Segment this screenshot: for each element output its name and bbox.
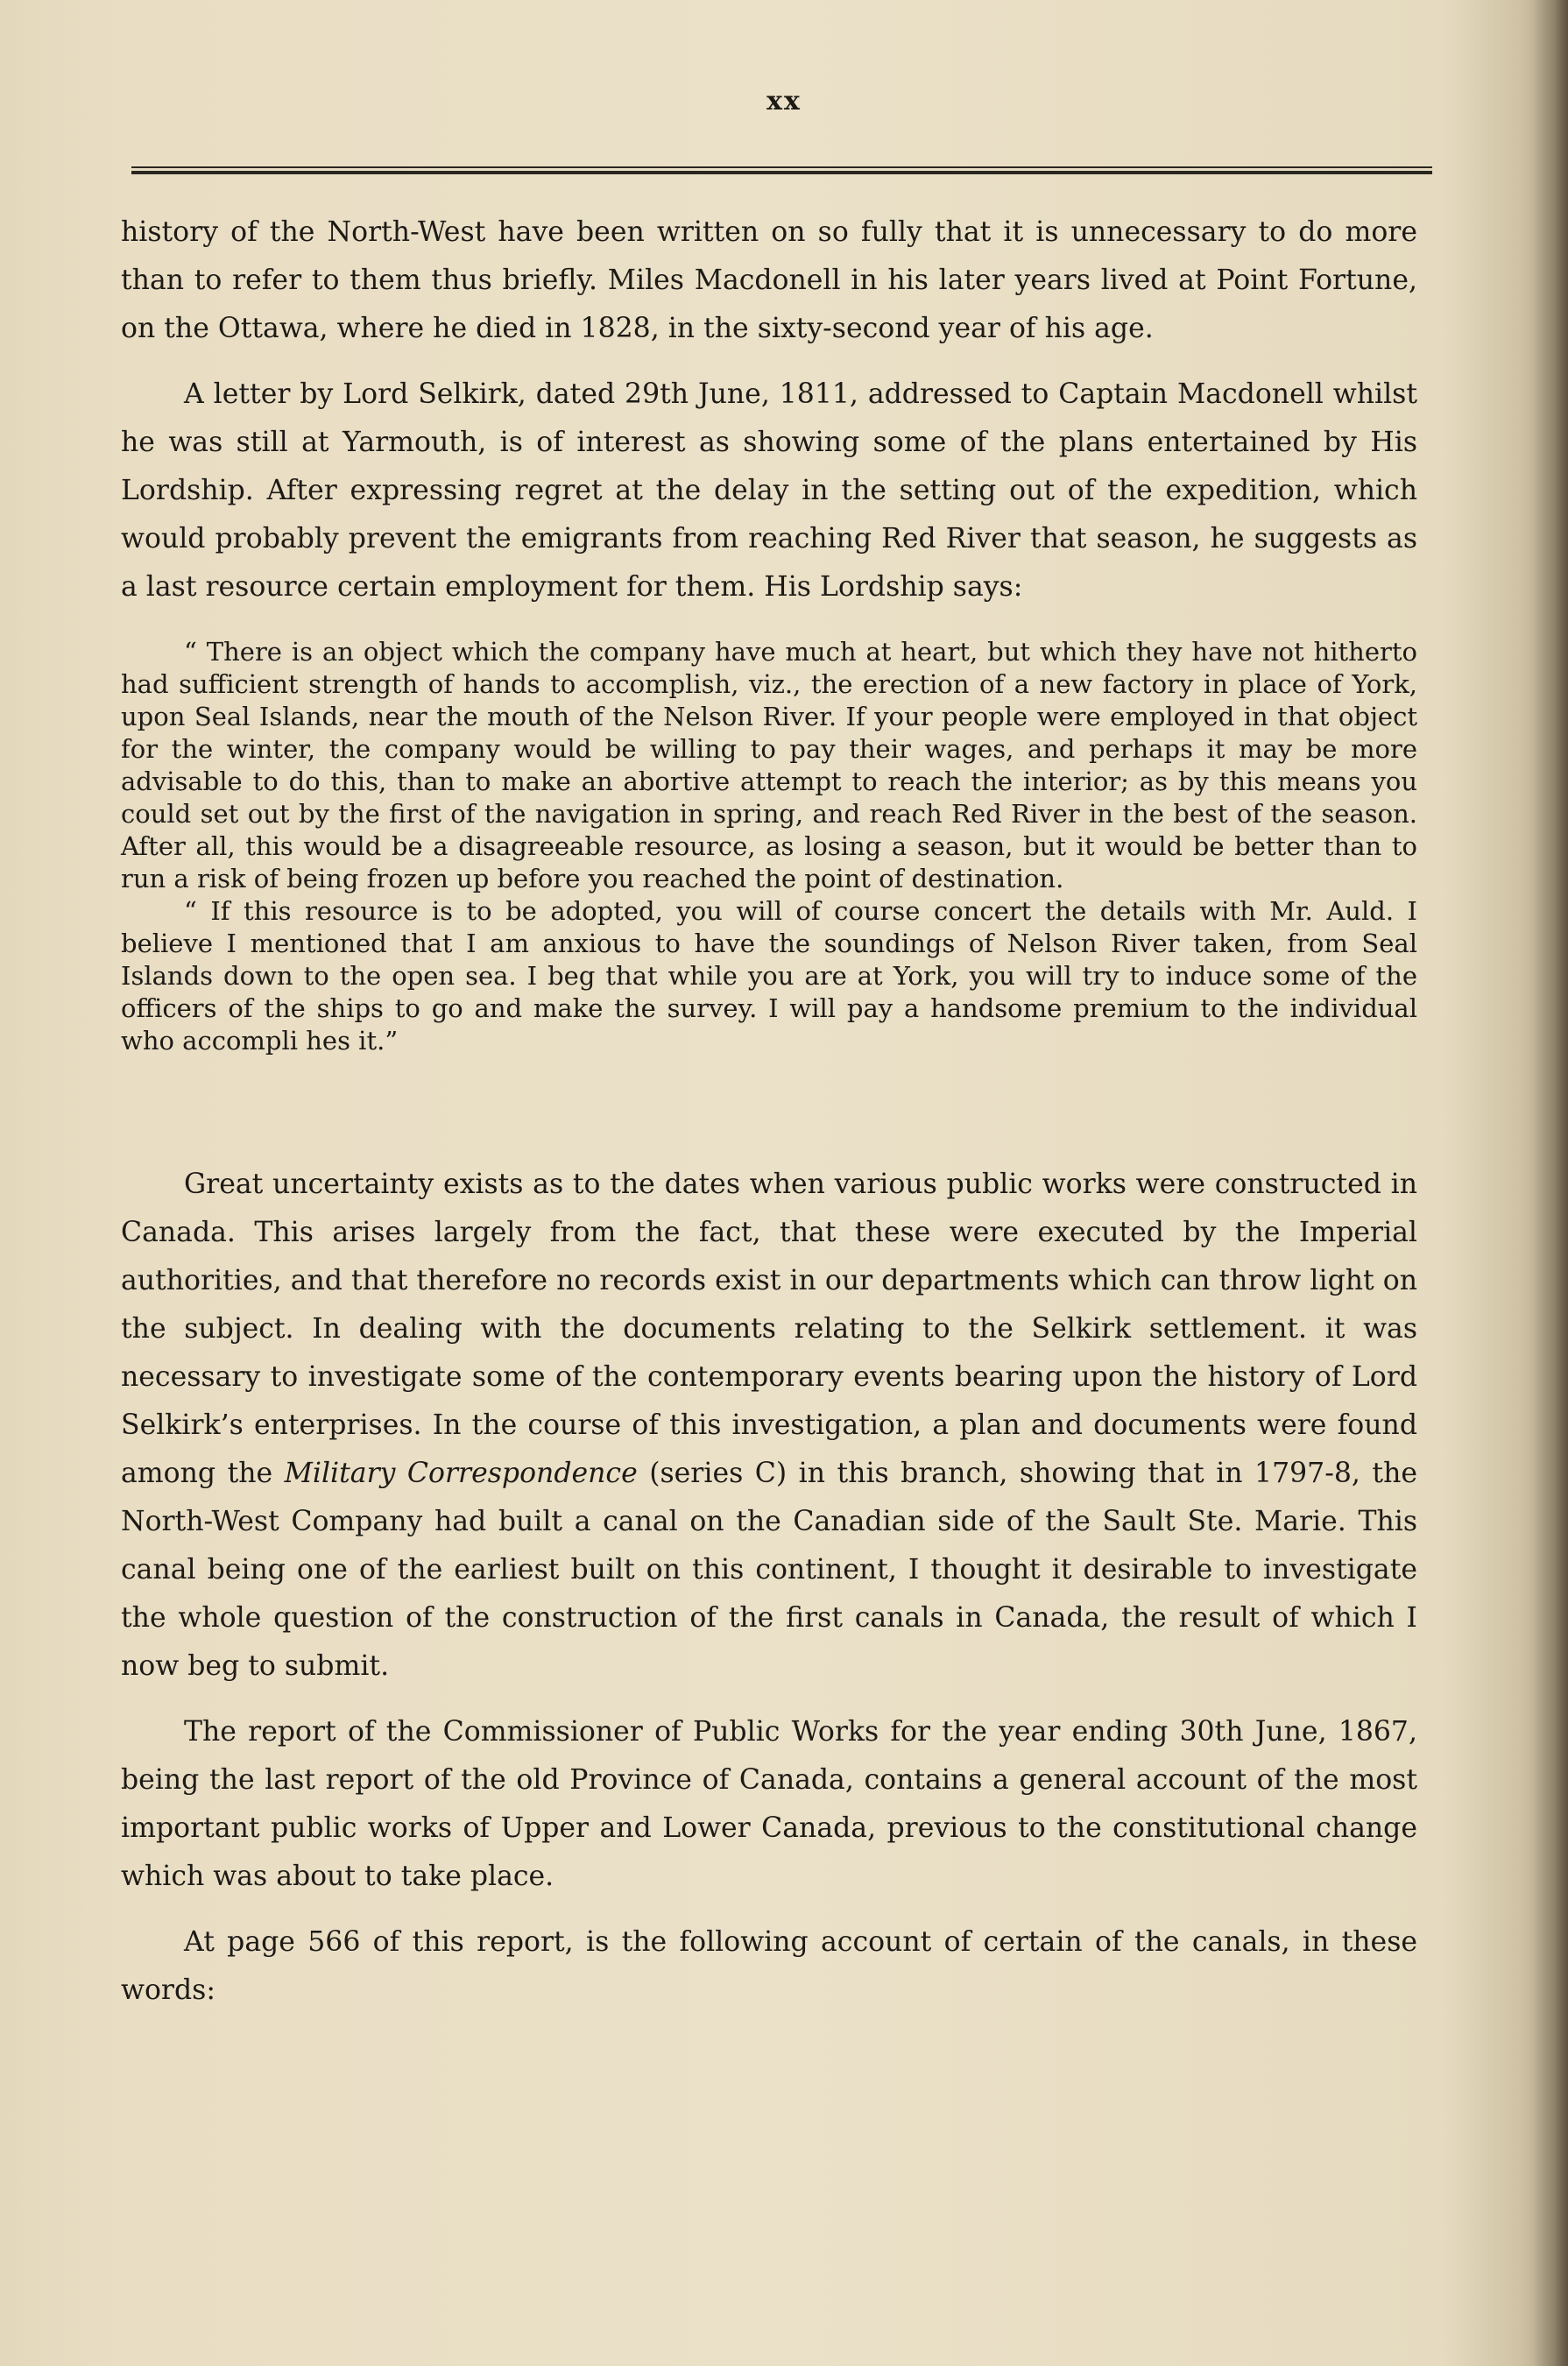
- quoted-letter: [121, 636, 1417, 1057]
- page-edge-shadow: [1533, 0, 1568, 2366]
- header-rule: [131, 166, 1432, 174]
- paragraph-text-end: (series C) in this branch, showing that in 1797-8, the North-West Company had built a canal on the Canadian side of the Sault Ste. Marie. This canal being one of the earliest built on this continent, I thought it desirable to investigate the whole question of the construction of the first canals in Canada, the result of which I now beg to submit.: [121, 1458, 1417, 1682]
- paragraph-public-works-uncertainty: [121, 1161, 1417, 1691]
- paragraph-miles-macdonell: history of the North-West have been written on so fully that it is unnecessary to do more than to refer to them thus briefly. Miles Macdonell in his later years lived at Point Fortune, on the Ottawa, where he died in 1828, in the sixty-second year of his age.: [121, 216, 1417, 344]
- page-number: xx: [766, 86, 802, 117]
- paragraph-page-566: At page 566 of this report, is the following account of certain of the canals, in these words:: [121, 1926, 1417, 2006]
- page-body: [121, 208, 1417, 2015]
- paragraph-commissioner-report: The report of the Commissioner of Public Works for the year ending 30th June, 1867, being the last report of the old Province of Canada, contains a general account of the most important public works of Upper and Lower Canada, previous to the constitutional change which was about to take place.: [121, 1716, 1417, 1892]
- paragraph-selkirk-letter: A letter by Lord Selkirk, dated 29th June, 1811, addressed to Captain Macdonell whilst he was still at Yarmouth, is of interest as showing some of the plans entertained by His Lordship. After expressing regret at the delay in the setting out of the expedition, which would probably prevent the emigrants from reaching Red River that season, he suggests as a last resource certain employment for them. His Lordship says:: [121, 378, 1417, 603]
- quote-paragraph-1: “ There is an object which the company have much at heart, but which they have not hitherto had sufficient strength of hands to accomplish, viz., the erection of a new factory in place of York, upon Seal Islands, near the mouth of the Nelson River. If your people were employed in that object for the winter, the company would be willing to pay their wages, and perhaps it may be more advisable to do this, than to make an abortive attempt to reach the interior; as by this means you could set out by the first of the navigation in spring, and reach Red River in the best of the season. After all, this would be a disagreeable resource, as losing a season, but it would be better than to run a risk of being frozen up before you reached the point of destination.: [121, 637, 1417, 893]
- italic-military-correspondence: Military Correspondence: [284, 1458, 638, 1489]
- quote-paragraph-2: “ If this resource is to be adopted, you will of course concert the details with Mr. Auld. I believe I mentioned that I am anxious to have the soundings of Nelson River taken, from Seal Islands down to the open sea. I beg that while you are at York, you will try to induce some of the officers of the ships to go and make the survey. I will pay a handsome premium to the individual who accompli hes it.”: [121, 896, 1417, 1056]
- paragraph-text-start: Great uncertainty exists as to the dates when various public works were constructed in Canada. This arises largely from the fact, that these were executed by the Imperial authorities, and that therefore no records exist in our departments which can throw light on the subject. In dealing with the documents relating to the Selkirk settlement. it was necessary to investigate some of the contemporary events bearing upon the history of Lord Selkirk’s enterprises. In the course of this investigation, a plan and documents were found among the: [121, 1169, 1417, 1489]
- section-gap: [121, 1057, 1417, 1161]
